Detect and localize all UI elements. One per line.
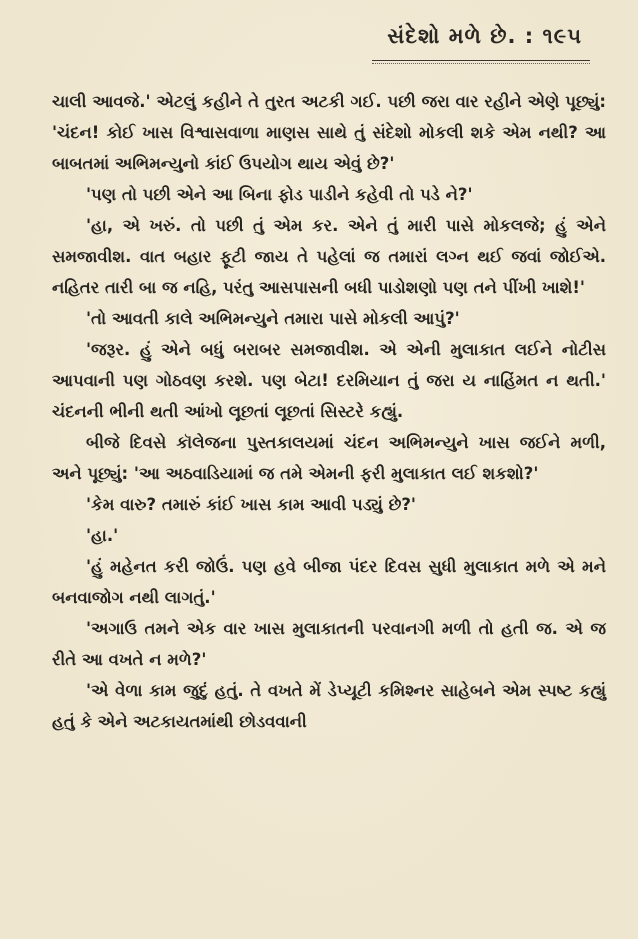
paragraph: 'તો આવતી કાલે અભિમન્યુને તમારા પાસે મોકલી આપું?' — [86, 309, 460, 328]
paragraph: 'જરૂર. હું એને બધું બરાબર સમજાવીશ. એ એની મુલાકાત લઈને નોટીસ આપવાની પણ ગોઠવણ કરશે. પણ બેટા! દરમિયાન તું જરા ય નાહિંમત ન થતી.' ચંદનની ભીની થતી આંખો લૂછતાં લૂછતાં સિસ્ટરે કહ્યું. — [52, 340, 606, 421]
paragraph: ચાલી આવજે.' એટલું કહીને તે તુરત અટકી ગઈ. પછી જરા વાર રહીને એણે પૂછ્યું: 'ચંદન! કોઈ ખાસ વિશ્વાસવાળા માણસ સાથે તું સંદેશો મોકલી શકે એમ નથી? આ બાબતમાં અભિમન્યુનો કાંઈ ઉપયોગ થાય એવું છે?' — [52, 92, 606, 173]
paragraph: 'હું મહેનત કરી જોઉં. પણ હવે બીજા પંદર દિવસ સુધી મુલાકાત મળે એ મને બનવાજોગ નથી લાગતું.' — [52, 557, 606, 607]
paragraph: 'કેમ વારુ? તમારું કાંઈ ખાસ કામ આવી પડ્યું છે?' — [86, 495, 416, 514]
paragraph: બીજે દિવસે કૉલેજના પુસ્તકાલયમાં ચંદન અભિમન્યુને ખાસ જઈને મળી, અને પૂછ્યું: 'આ અઠવાડિયામાં જ તમે એમની ફરી મુલાકાત લઈ શકશો?' — [52, 433, 606, 483]
paragraph: 'અગાઉ તમને એક વાર ખાસ મુલાકાતની પરવાનગી મળી તો હતી જ. એ જ રીતે આ વખતે ન મળે?' — [52, 619, 606, 669]
paragraph: 'એ વેળા કામ જુદું હતું. તે વખતે મેં ડેપ્યૂટી કમિશ્નર સાહેબને એમ સ્પષ્ટ કહ્યું હતું કે એને અટકાયતમાંથી છોડવવાની — [52, 681, 606, 731]
paragraph: 'પણ તો પછી એને આ બિના ફોડ પાડીને કહેવી તો પડે ને?' — [86, 185, 473, 204]
running-head: સંદેશો મળે છે. : ૧૯૫ — [387, 24, 582, 48]
body-text — [52, 86, 606, 737]
paragraph: 'હા, એ ખરું. તો પછી તું એમ કર. એને તું મારી પાસે મોકલજે; હું એને સમજાવીશ. વાત બહાર ફૂટી જાય તે પહેલાં જ તમારાં લગ્ન થઈ જવાં જોઈએ. નહિતર તારી બા જ નહિ, પરંતુ આસપાસની બધી પાડોશણો પણ તને પીંખી ખાશે!' — [52, 216, 606, 297]
header-rule — [372, 60, 590, 61]
paragraph: 'હા.' — [86, 526, 119, 545]
